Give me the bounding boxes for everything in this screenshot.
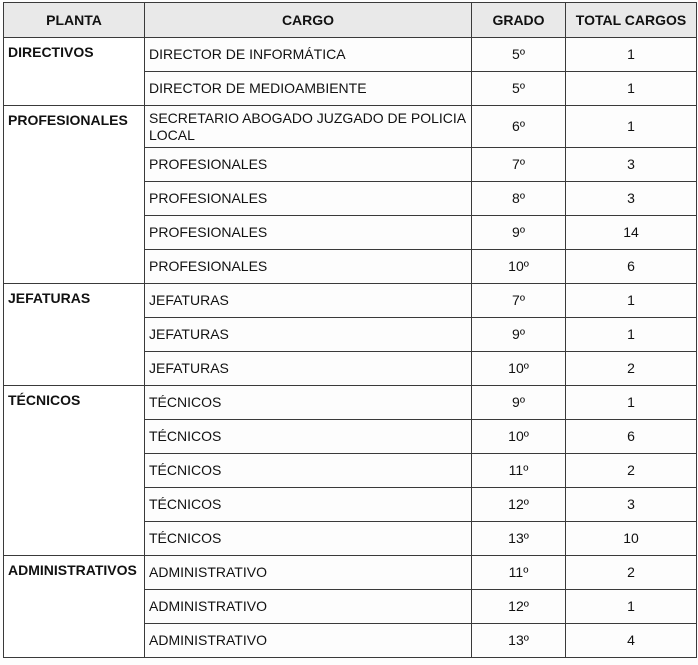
planta-cell: TÉCNICOS xyxy=(4,386,145,556)
total-cargos-cell: 3 xyxy=(566,148,697,182)
cargo-cell: TÉCNICOS xyxy=(145,454,472,488)
total-cargos-cell: 4 xyxy=(566,624,697,658)
grado-cell: 10º xyxy=(472,250,566,284)
cargo-cell: ADMINISTRATIVO xyxy=(145,556,472,590)
cargo-cell: DIRECTOR DE MEDIOAMBIENTE xyxy=(145,72,472,106)
grado-cell: 8º xyxy=(472,182,566,216)
table-row xyxy=(4,38,697,72)
total-cargos-cell: 6 xyxy=(566,420,697,454)
cargo-cell: ADMINISTRATIVO xyxy=(145,590,472,624)
total-cargos-cell: 3 xyxy=(566,182,697,216)
grado-cell: 9º xyxy=(472,318,566,352)
grado-cell: 5º xyxy=(472,72,566,106)
total-cargos-cell: 1 xyxy=(566,38,697,72)
planta-cell: ADMINISTRATIVOS xyxy=(4,556,145,658)
cargo-cell: JEFATURAS xyxy=(145,352,472,386)
total-cargos-cell: 14 xyxy=(566,216,697,250)
cargo-cell: PROFESIONALES xyxy=(145,148,472,182)
cargo-cell: SECRETARIO ABOGADO JUZGADO DE POLICIA LOCAL xyxy=(145,106,472,148)
cargo-cell: TÉCNICOS xyxy=(145,420,472,454)
grado-cell: 13º xyxy=(472,522,566,556)
total-cargos-cell: 1 xyxy=(566,386,697,420)
header-cargo: CARGO xyxy=(145,3,472,38)
cargo-cell: TÉCNICOS xyxy=(145,488,472,522)
cargo-cell: PROFESIONALES xyxy=(145,182,472,216)
total-cargos-cell: 2 xyxy=(566,454,697,488)
positions-table xyxy=(3,2,697,658)
cargo-cell: TÉCNICOS xyxy=(145,522,472,556)
grado-cell: 6º xyxy=(472,106,566,148)
total-cargos-cell: 1 xyxy=(566,590,697,624)
header-planta: PLANTA xyxy=(4,3,145,38)
grado-cell: 10º xyxy=(472,420,566,454)
grado-cell: 11º xyxy=(472,454,566,488)
total-cargos-cell: 6 xyxy=(566,250,697,284)
cargo-cell: JEFATURAS xyxy=(145,318,472,352)
table-row xyxy=(4,386,697,420)
header-row xyxy=(4,3,697,38)
header-total-cargos: TOTAL CARGOS xyxy=(566,3,697,38)
planta-cell: DIRECTIVOS xyxy=(4,38,145,106)
cargo-cell: PROFESIONALES xyxy=(145,216,472,250)
total-cargos-cell: 1 xyxy=(566,284,697,318)
grado-cell: 7º xyxy=(472,148,566,182)
grado-cell: 12º xyxy=(472,488,566,522)
grado-cell: 7º xyxy=(472,284,566,318)
cargo-cell: TÉCNICOS xyxy=(145,386,472,420)
grado-cell: 13º xyxy=(472,624,566,658)
planta-cell: JEFATURAS xyxy=(4,284,145,386)
table-row xyxy=(4,284,697,318)
table-row xyxy=(4,106,697,148)
cargo-cell: ADMINISTRATIVO xyxy=(145,624,472,658)
total-cargos-cell: 1 xyxy=(566,318,697,352)
cargo-cell: DIRECTOR DE INFORMÁTICA xyxy=(145,38,472,72)
grado-cell: 10º xyxy=(472,352,566,386)
total-cargos-cell: 3 xyxy=(566,488,697,522)
grado-cell: 9º xyxy=(472,216,566,250)
header-grado: GRADO xyxy=(472,3,566,38)
total-cargos-cell: 10 xyxy=(566,522,697,556)
total-cargos-cell: 1 xyxy=(566,72,697,106)
total-cargos-cell: 2 xyxy=(566,556,697,590)
grado-cell: 11º xyxy=(472,556,566,590)
total-cargos-cell: 1 xyxy=(566,106,697,148)
planta-cell: PROFESIONALES xyxy=(4,106,145,284)
table-row xyxy=(4,556,697,590)
grado-cell: 9º xyxy=(472,386,566,420)
grado-cell: 12º xyxy=(472,590,566,624)
grado-cell: 5º xyxy=(472,38,566,72)
total-cargos-cell: 2 xyxy=(566,352,697,386)
cargo-cell: JEFATURAS xyxy=(145,284,472,318)
cargo-cell: PROFESIONALES xyxy=(145,250,472,284)
